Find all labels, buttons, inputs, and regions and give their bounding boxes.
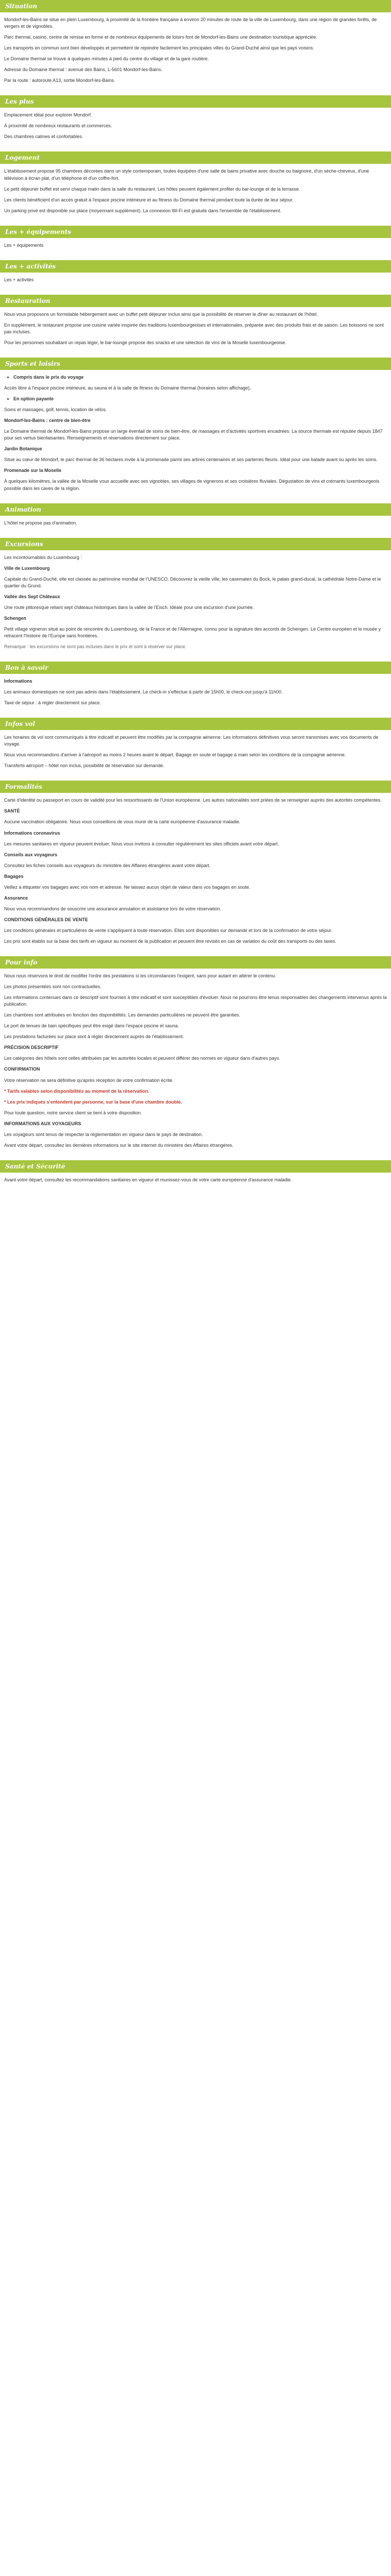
section-activites: [0, 260, 391, 295]
subheading: Bagages: [4, 873, 24, 879]
paragraph: Les catégories des hôtels sont celles attribuées par les autorités locales et peuvent différer des normes en vigueur dans d'autres pays.: [4, 1056, 281, 1061]
paragraph: Veillez à étiqueter vos bagages avec vos nom et adresse. Ne laissez aucun objet de valeur dans vos bagages en soute.: [4, 884, 251, 890]
page: [0, 0, 391, 1195]
section-content-excursions: [0, 553, 391, 662]
paragraph: Les prix sont établis sur la base des tarifs en vigueur au moment de la publication et peuvent être révisés en cas de variation du coût des transports ou des taxes.: [4, 939, 336, 944]
subheading: Mondorf-les-Bains : centre de bien-être: [4, 418, 91, 423]
paragraph: Aucune vaccination obligatoire. Nous vous conseillons de vous munir de la carte européenne d'assurance maladie.: [4, 819, 240, 825]
list-item-title: Compris dans le prix du voyage: [13, 374, 84, 380]
paragraph: Situé au cœur de Mondorf, le parc thermal de 36 hectares invite à la promenade parmi ses arbres centenaires et ses parterres fleuris. Idéal pour une balade avant ou après les soins.: [4, 457, 378, 463]
section-content-formalites: [0, 796, 391, 956]
subheading: INFORMATIONS AUX VOYAGEURS: [4, 1121, 82, 1126]
paragraph: Une route pittoresque reliant sept châteaux historiques dans la vallée de l'Eisch. Idéale pour une excursion d'une journée.: [4, 604, 254, 610]
section-situation: [0, 0, 391, 95]
paragraph: Pour les personnes souhaitant un repas léger, le bar-lounge propose des snacks et une sélection de vins de la Moselle luxembourgeoise.: [4, 340, 286, 345]
section-formalites: [0, 781, 391, 956]
section-title-excursions: Excursions: [0, 538, 391, 550]
paragraph: Nous vous recommandons de souscrire une assurance annulation et assistance lors de votre réservation.: [4, 906, 221, 911]
paragraph: Le Domaine thermal se trouve à quelques minutes à pied du centre du village et de la gare routière.: [4, 56, 209, 62]
paragraph: Les horaires de vol sont communiqués à titre indicatif et peuvent être modifiés par la compagnie aérienne. Les informations définitives vous seront transmises avec vos documents de voyage.: [4, 735, 379, 747]
subheading: Conseils aux voyageurs: [4, 852, 58, 857]
paragraph: Les mesures sanitaires en vigueur peuvent évoluer. Nous vous invitons à consulter régulièrement les sites officiels avant votre départ.: [4, 841, 279, 846]
section-sante-securite: [0, 1160, 391, 1195]
section-title-activites: Les + activités: [0, 260, 391, 273]
paragraph: À proximité de nombreux restaurants et commerces.: [4, 123, 112, 129]
paragraph: L'hôtel ne propose pas d'animation.: [4, 520, 77, 526]
subheading: Vallée des Sept Châteaux: [4, 594, 60, 599]
section-infos-vol: [0, 718, 391, 781]
list-item: [13, 396, 387, 402]
paragraph: Le port de tenues de bain spécifiques peut être exigé dans l'espace piscine et sauna.: [4, 1023, 179, 1029]
section-animation: [0, 503, 391, 538]
section-logement: [0, 151, 391, 225]
section-title-sante-securite: Santé et Sécurité: [0, 1160, 391, 1173]
note: * Tarifs valables selon disponibilités au moment de la réservation.: [4, 1088, 150, 1094]
subheading: CONDITIONS GÉNÉRALES DE VENTE: [4, 917, 88, 922]
subheading: Informations: [4, 679, 32, 684]
section-excursions: [0, 538, 391, 662]
section-content-pour-info: [0, 972, 391, 1160]
list-item: [13, 374, 387, 381]
section-pour-info: [0, 956, 391, 1160]
subheading: Schengen: [4, 615, 27, 621]
section-content-sports: [0, 373, 391, 503]
paragraph: Les voyageurs sont tenus de respecter la réglementation en vigueur dans le pays de destination.: [4, 1131, 203, 1137]
paragraph: Parc thermal, casino, centre de remise en forme et de nombreux équipements de loisirs font de Mondorf-les-Bains une destination touristique appréciée.: [4, 35, 317, 40]
section-content-activites: [0, 276, 391, 295]
paragraph: Nous nous réservons le droit de modifier l'ordre des prestations si les circonstances l'exigent, sans pour autant en altérer le contenu.: [4, 973, 276, 979]
paragraph: Un parking privé est disponible sur place (moyennant supplément). La connexion Wi-Fi est gratuite dans l'ensemble de l'établissement.: [4, 208, 282, 213]
section-content-les-plus: [0, 111, 391, 151]
subheading: Jardin Botanique: [4, 446, 42, 452]
sports-list: [4, 396, 387, 402]
paragraph: Mondorf-les-Bains se situe en plein Luxembourg, à proximité de la frontière française à environ 20 minutes de route de la ville de Luxembourg, dans une région de grandes forêts, de vergers et de vignobles.: [4, 17, 377, 29]
paragraph: Nous vous recommandons d'arriver à l'aéroport au moins 2 heures avant le départ. Bagage en soute et bagage à main selon les conditions de la compagnie aérienne.: [4, 752, 346, 758]
list-item-title: En option payante: [13, 396, 54, 402]
section-content-situation: [0, 15, 391, 95]
paragraph: Carte d'identité ou passeport en cours de validité pour les ressortissants de l'Union européenne. Les autres nationalités sont priées de se renseigner auprès des autorités compétentes.: [4, 798, 382, 803]
paragraph: Les prestations facturées sur place sont à régler directement auprès de l'établissement.: [4, 1034, 184, 1040]
subheading: CONFIRMATION: [4, 1066, 40, 1072]
paragraph: Les + équipements: [4, 242, 44, 248]
paragraph: Petit village vigneron situé au point de rencontre du Luxembourg, de la France et de l'Allemagne, connu pour la signature des accords de Schengen. Le Centre européen et le musée y retracent l'histoire de l'Europe sans frontières.: [4, 626, 381, 638]
section-content-logement: [0, 167, 391, 225]
subheading: Promenade sur la Moselle: [4, 468, 62, 473]
section-title-situation: Situation: [0, 0, 391, 12]
subheading: Assurance: [4, 895, 28, 901]
paragraph: Pour toute question, notre service client se tient à votre disposition.: [4, 1110, 142, 1115]
section-title-sports: Sports et loisirs: [0, 358, 391, 370]
paragraph: Transferts aéroport – hôtel non inclus, possibilité de réservation sur demande.: [4, 763, 165, 769]
paragraph: Taxe de séjour : à régler directement sur place.: [4, 700, 101, 706]
paragraph: L'établissement propose 95 chambres décorées dans un style contemporain, toutes équipées d'une salle de bains privative avec douche ou baignoire, d'un sèche-cheveux, d'une télévision à écran plat, d'un téléphone et d'un coffre-fort.: [4, 168, 369, 181]
paragraph: Accès libre à l'espace piscine intérieure, au sauna et à la salle de fitness du Domaine thermal (horaires selon affichage).: [4, 385, 251, 391]
section-content-restauration: [0, 310, 391, 358]
section-content-equipements: [0, 241, 391, 260]
subheading: PRÉCISION DESCRIPTIF: [4, 1045, 59, 1050]
subheading: Informations coronavirus: [4, 830, 60, 836]
paragraph: Les animaux domestiques ne sont pas admis dans l'établissement. Le check-in s'effectue à partir de 15h00, le check-out jusqu'à 11h00.: [4, 689, 283, 695]
paragraph: En supplément, le restaurant propose une cuisine variée inspirée des traditions luxembourgeoises et internationales, préparée avec des produits frais et de saison. Les boissons ne sont pas incluses.: [4, 322, 384, 334]
subheading: Ville de Luxembourg: [4, 565, 50, 571]
section-content-bon-a-savoir: [0, 677, 391, 718]
paragraph: Par la route : autoroute A13, sortie Mondorf-les-Bains.: [4, 78, 116, 83]
paragraph: Les chambres sont attribuées en fonction des disponibilités. Les demandes particulières ne peuvent être garanties.: [4, 1012, 240, 1018]
paragraph: Les + activités: [4, 277, 34, 282]
paragraph: Les transports en commun sont bien développés et permettent de rejoindre facilement les principales villes du Grand-Duché ainsi que les pays voisins.: [4, 45, 314, 51]
paragraph: Les clients bénéficient d'un accès gratuit à l'espace piscine intérieure et au fitness du Domaine thermal pendant toute la durée de leur séjour.: [4, 197, 294, 202]
section-title-animation: Animation: [0, 503, 391, 516]
paragraph: Avant votre départ, consultez les recommandations sanitaires en vigueur et munissez-vous de votre carte européenne d'assurance maladie.: [4, 1177, 292, 1182]
paragraph: Votre réservation ne sera définitive qu'après réception de votre confirmation écrite.: [4, 1077, 174, 1083]
paragraph: À quelques kilomètres, la vallée de la Moselle vous accueille avec ses vignobles, ses villages de vignerons et ses croisières fluviales. Dégustation de vins et crémants luxembourgeois possible dans les caves de la région.: [4, 479, 380, 491]
section-content-sante-securite: [0, 1176, 391, 1195]
paragraph: Avant votre départ, consultez les dernières informations sur le site internet du ministère des Affaires étrangères.: [4, 1142, 234, 1148]
section-content-infos-vol: [0, 733, 391, 781]
paragraph: Les incontournables du Luxembourg :: [4, 554, 82, 560]
section-equipements: [0, 226, 391, 260]
section-bon-a-savoir: [0, 662, 391, 718]
section-title-pour-info: Pour info: [0, 956, 391, 969]
section-title-infos-vol: Infos vol: [0, 718, 391, 730]
section-les-plus: [0, 95, 391, 151]
sports-list: [4, 374, 387, 381]
section-title-bon-a-savoir: Bon à savoir: [0, 662, 391, 674]
paragraph: Emplacement idéal pour explorer Mondorf.: [4, 112, 92, 118]
paragraph: Soins et massages, golf, tennis, location de vélos.: [4, 407, 107, 413]
section-content-animation: [0, 519, 391, 538]
paragraph: Capitale du Grand-Duché, elle est classée au patrimoine mondial de l'UNESCO. Découvrez la vieille ville, les casemates du Bock, le palais grand-ducal, la cathédrale Notre-Dame et le quartier du Grund.: [4, 576, 381, 588]
section-title-equipements: Les + équipements: [0, 226, 391, 238]
section-title-logement: Logement: [0, 151, 391, 164]
paragraph: Remarque : les excursions ne sont pas incluses dans le prix et sont à réserver sur place.: [4, 644, 187, 650]
paragraph: Adresse du Domaine thermal : avenue des Bains, L-5601 Mondorf-les-Bains.: [4, 67, 162, 73]
paragraph: Consultez les fiches conseils aux voyageurs du ministère des Affaires étrangères avant votre départ.: [4, 862, 211, 868]
paragraph: Les conditions générales et particulières de vente s'appliquent à toute réservation. Elles sont disponibles sur demande et lors de la confirmation de votre séjour.: [4, 927, 333, 933]
paragraph: Les photos présentées sont non contractuelles.: [4, 984, 102, 990]
paragraph: Des chambres calmes et confortables.: [4, 134, 84, 140]
paragraph: Les informations contenues dans ce descriptif sont fournies à titre indicatif et sont susceptibles d'évoluer. Nous ne pourrons être tenus responsables des changements intervenus après la publication.: [4, 995, 387, 1007]
subheading: SANTÉ: [4, 808, 20, 814]
section-title-les-plus: Les plus: [0, 95, 391, 108]
paragraph: Nous vous proposons un formidable hébergement avec un buffet petit déjeuner inclus ainsi que la possibilité de réserver le dîner au restaurant de l'hôtel.: [4, 311, 318, 317]
paragraph: Le petit déjeuner buffet est servi chaque matin dans la salle du restaurant. Les hôtes peuvent également profiter du bar-lounge et de la terrasse.: [4, 186, 300, 192]
note: * Les prix indiqués s'entendent par personne, sur la base d'une chambre double.: [4, 1099, 182, 1105]
section-sports: [0, 358, 391, 503]
section-title-formalites: Formalités: [0, 781, 391, 793]
section-restauration: [0, 295, 391, 358]
paragraph: Le Domaine thermal de Mondorf-les-Bains propose un large éventail de soins de bien-être, de massages et d'activités sportives encadrées. La source thermale est réputée depuis 1847 pour ses vertus bienfaisantes. Renseignements et réservations directement sur place.: [4, 429, 383, 441]
section-title-restauration: Restauration: [0, 295, 391, 307]
